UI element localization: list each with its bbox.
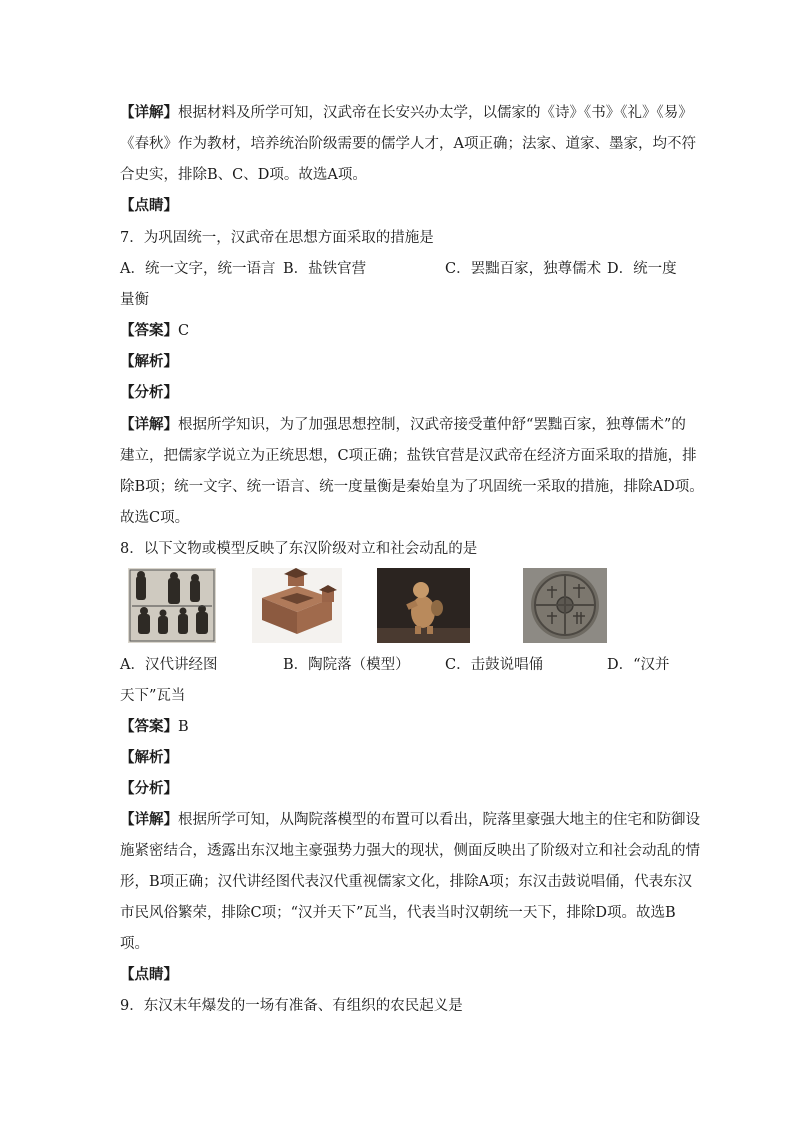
- q7-answer: [120, 321, 189, 341]
- q6-detail-line-1: [120, 103, 693, 123]
- q8-option-d: D．“汉并: [607, 657, 670, 673]
- q7-detail-line-1: [120, 415, 686, 435]
- answer-value: B: [178, 719, 189, 735]
- han-lecture-image: [128, 568, 216, 643]
- detail-tag: 【详解】: [120, 416, 178, 433]
- q7-analysis-tag: 【解析】: [120, 353, 178, 370]
- q8-fenxi-tag: 【分析】: [120, 780, 178, 797]
- q6-detail-line-3: 合史实，排除B、C、D项。故选A项。: [120, 167, 367, 183]
- q8-detail-line-5: 项。: [120, 936, 149, 952]
- q7-option-wrap: 量衡: [120, 292, 149, 308]
- detail-tag: 【详解】: [120, 104, 178, 121]
- q8-detail-line-2: 施紧密结合，透露出东汉地主豪强势力强大的现状，侧面反映出了阶级对立和社会动乱的情: [120, 843, 700, 859]
- q9-stem: 9．东汉末年爆发的一场有准备、有组织的农民起义是: [120, 998, 463, 1014]
- q8-option-b: B．陶院落（模型）: [283, 657, 410, 673]
- answer-tag: 【答案】: [120, 718, 178, 735]
- q8-detail-line-4: 市民风俗繁荣，排除C项；“汉并天下”瓦当，代表当时汉朝统一天下，排除D项。故选B: [120, 905, 676, 921]
- detail-text: 根据所学知识，为了加强思想控制，汉武帝接受董仲舒“罢黜百家，独尊儒术”的: [178, 417, 686, 433]
- q8-comment-tag: 【点睛】: [120, 966, 178, 983]
- q7-option-c: C．罢黜百家，独尊儒术: [445, 261, 602, 277]
- q7-option-b: B．盐铁官营: [283, 261, 367, 277]
- drum-storyteller-image: [377, 568, 470, 643]
- q8-answer: [120, 717, 189, 737]
- q7-option-d: D．统一度: [607, 261, 677, 277]
- detail-text: 根据所学可知，从陶院落模型的布置可以看出，院落里豪强大地主的住宅和防御设: [178, 812, 700, 828]
- q7-detail-line-3: 除B项；统一文字、统一语言、统一度量衡是秦始皇为了巩固统一采取的措施，排除AD项。: [120, 479, 704, 495]
- q6-comment-tag: 【点睛】: [120, 197, 178, 214]
- q8-option-c: C．击鼓说唱俑: [445, 657, 544, 673]
- q6-detail-line-2: 《春秋》作为教材，培养统治阶级需要的儒学人才，A项正确；法家、道家、墨家，均不符: [120, 136, 696, 152]
- q7-stem: 7．为巩固统一，汉武帝在思想方面采取的措施是: [120, 230, 434, 246]
- q7-option-a: A．统一文字，统一语言: [120, 261, 276, 277]
- pottery-courtyard-image: [252, 568, 342, 643]
- q7-fenxi-tag: 【分析】: [120, 384, 178, 401]
- q8-analysis-tag: 【解析】: [120, 749, 178, 766]
- q7-detail-line-4: 故选C项。: [120, 510, 190, 526]
- q8-detail-line-1: [120, 810, 700, 830]
- q8-option-wrap: 天下”瓦当: [120, 688, 186, 704]
- q8-stem: 8．以下文物或模型反映了东汉阶级对立和社会动乱的是: [120, 541, 478, 557]
- detail-text: 根据材料及所学可知，汉武帝在长安兴办太学，以儒家的《诗》《书》《礼》《易》: [178, 105, 693, 121]
- answer-tag: 【答案】: [120, 322, 178, 339]
- detail-tag: 【详解】: [120, 811, 178, 828]
- q8-detail-line-3: 形，B项正确；汉代讲经图代表汉代重视儒家文化，排除A项；东汉击鼓说唱俑，代表东汉: [120, 874, 693, 890]
- q7-detail-line-2: 建立，把儒家学说立为正统思想，C项正确；盐铁官营是汉武帝在经济方面采取的措施，排: [120, 448, 697, 464]
- han-tile-end-image: [523, 568, 607, 643]
- q8-option-a: A．汉代讲经图: [120, 657, 218, 673]
- answer-value: C: [178, 323, 190, 339]
